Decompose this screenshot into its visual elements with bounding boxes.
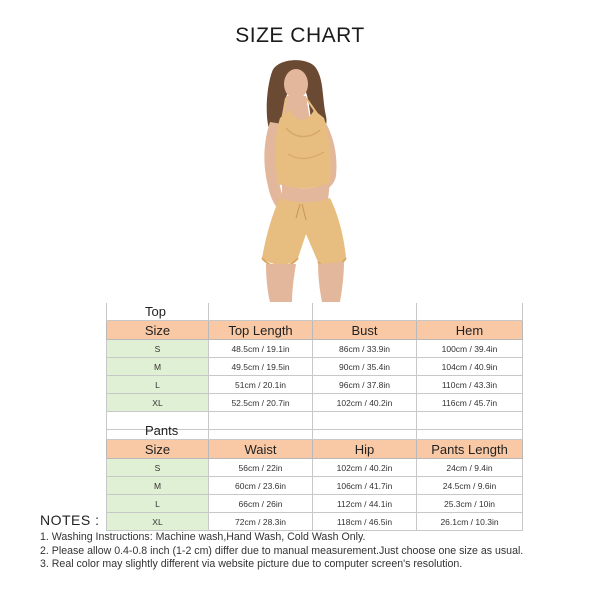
table-cell: 86cm / 33.9in — [313, 340, 417, 358]
table-cell: 90cm / 35.4in — [313, 358, 417, 376]
table-cell: 49.5cm / 19.5in — [209, 358, 313, 376]
size-cell: S — [107, 340, 209, 358]
table-row — [107, 459, 523, 477]
size-cell: S — [107, 459, 209, 477]
table-cell: 118cm / 46.5in — [313, 513, 417, 531]
table-cell: 102cm / 40.2in — [313, 459, 417, 477]
column-header: Bust — [313, 321, 417, 340]
page-title: SIZE CHART — [235, 24, 365, 47]
table-cell: 106cm / 41.7in — [313, 477, 417, 495]
table-row — [107, 376, 523, 394]
table-row — [107, 477, 523, 495]
note-item: 1. Washing Instructions: Machine wash,Hand Wash, Cold Wash Only. — [40, 531, 366, 543]
table-cell: 25.3cm / 10in — [417, 495, 523, 513]
table-cell: 66cm / 26in — [209, 495, 313, 513]
column-header: Hip — [313, 440, 417, 459]
table-cell: 96cm / 37.8in — [313, 376, 417, 394]
size-cell: M — [107, 477, 209, 495]
pants-size-table — [106, 422, 523, 531]
table-cell: 24cm / 9.4in — [417, 459, 523, 477]
size-cell: XL — [107, 394, 209, 412]
table-row — [107, 340, 523, 358]
column-header: Pants Length — [417, 440, 523, 459]
table-cell: 56cm / 22in — [209, 459, 313, 477]
size-cell: XL — [107, 513, 209, 531]
table-row — [107, 495, 523, 513]
size-cell: M — [107, 358, 209, 376]
table-cell: 102cm / 40.2in — [313, 394, 417, 412]
note-item: 2. Please allow 0.4-0.8 inch (1-2 cm) differ due to manual measurement.Just choose one size as usual. — [40, 544, 524, 557]
table-cell: 26.1cm / 10.3in — [417, 513, 523, 531]
column-header: Top Length — [209, 321, 313, 340]
table-row — [107, 513, 523, 531]
column-header: Size — [107, 440, 209, 459]
table-row — [107, 358, 523, 376]
table-cell: 110cm / 43.3in — [417, 376, 523, 394]
table-cell: 116cm / 45.7in — [417, 394, 523, 412]
column-header: Waist — [209, 440, 313, 459]
notes-heading: NOTES : — [40, 512, 100, 528]
table-cell: 112cm / 44.1in — [313, 495, 417, 513]
top-size-table — [106, 303, 523, 430]
table-cell: 52.5cm / 20.7in — [209, 394, 313, 412]
top-header-row — [107, 321, 523, 340]
table-row — [107, 394, 523, 412]
table-cell: 100cm / 39.4in — [417, 340, 523, 358]
table-cell: 60cm / 23.6in — [209, 477, 313, 495]
note-item: 3. Real color may slightly different via website picture due to computer screen's resolution. — [40, 558, 463, 570]
table-cell: 104cm / 40.9in — [417, 358, 523, 376]
pants-header-row — [107, 440, 523, 459]
notes-list — [40, 531, 595, 572]
column-header: Hem — [417, 321, 523, 340]
model-photo — [226, 58, 374, 302]
table-cell: 48.5cm / 19.1in — [209, 340, 313, 358]
table-cell: 72cm / 28.3in — [209, 513, 313, 531]
top-section-label: Top — [107, 303, 209, 321]
column-header: Size — [107, 321, 209, 340]
table-cell: 24.5cm / 9.6in — [417, 477, 523, 495]
pants-section-label: Pants — [107, 422, 209, 440]
table-cell: 51cm / 20.1in — [209, 376, 313, 394]
size-cell: L — [107, 495, 209, 513]
size-cell: L — [107, 376, 209, 394]
